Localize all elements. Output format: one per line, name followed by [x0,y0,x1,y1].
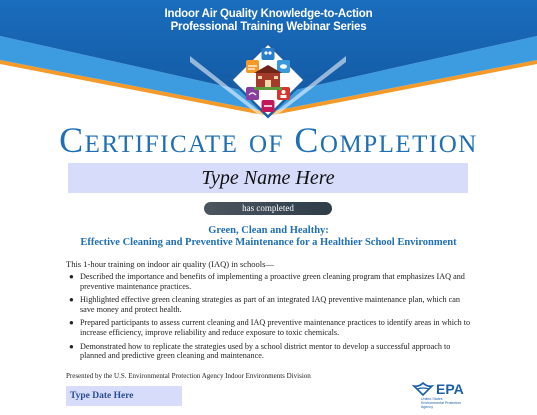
list-item [66,318,476,337]
hand-icon [262,100,275,112]
bullet-icon: ● [69,318,74,328]
people-icon [262,48,275,60]
completed-badge: has completed [204,202,332,215]
recipient-name-text: Type Name Here [201,167,335,189]
epa-agency-line2: Environmental Protection [421,401,462,405]
presented-by-text: Presented by the U.S. Environmental Protection Agency Indoor Environments Division [66,372,311,380]
bullet-icon: ● [69,272,74,281]
epa-agency-line1: United States [421,397,443,401]
learning-outcomes-list [66,272,476,365]
recipient-name-field[interactable] [68,163,468,193]
list-item [66,272,476,291]
course-intro: This 1-hour training on indoor air quality (IAQ) in schools— [66,259,274,269]
list-item [66,295,476,314]
date-text: Type Date Here [70,391,134,401]
course-title-line1: Green, Clean and Healthy: [208,225,329,236]
course-title-line2: Effective Cleaning and Preventive Maintenance for a Healthier School Environment [80,237,457,248]
bullet-icon: ● [69,341,74,351]
epa-logo-text: EPA [436,381,464,397]
epa-agency-line3: Agency [421,405,433,409]
header-title-line1: Indoor Air Quality Knowledge-to-Action [164,8,373,20]
program-logo [228,40,308,120]
bullet-icon: ● [69,295,74,305]
epa-flower-icon [411,381,435,397]
air-flow-icon [246,60,259,73]
list-item-text: Described the importance and benefits of implementing a proactive green cleaning program that emphasizes IAQ and preventive maintenance practices. [80,272,465,291]
list-item [66,342,476,361]
header-title-line2: Professional Training Webinar Series [170,21,367,33]
epa-agency-name [421,397,481,409]
list-item-text: Prepared participants to assess current cleaning and IAQ preventive maintenance practices to identify areas in which to increase efficiency, improve reliability and reduce exposure to toxic chemicals. [80,318,471,337]
leaf-icon [277,60,290,73]
certificate-title: Certificate of Completion [59,120,478,160]
list-item-text: Demonstrated how to replicate the strategies used by a school district mentor to develop a successful approach to planned and predictive green cleaning and maintenance. [80,341,451,361]
list-item-text: Highlighted effective green cleaning strategies as part of an integrated IAQ preventive maintenance plan, which can save money and protect health. [80,295,460,314]
date-field[interactable] [66,386,182,406]
